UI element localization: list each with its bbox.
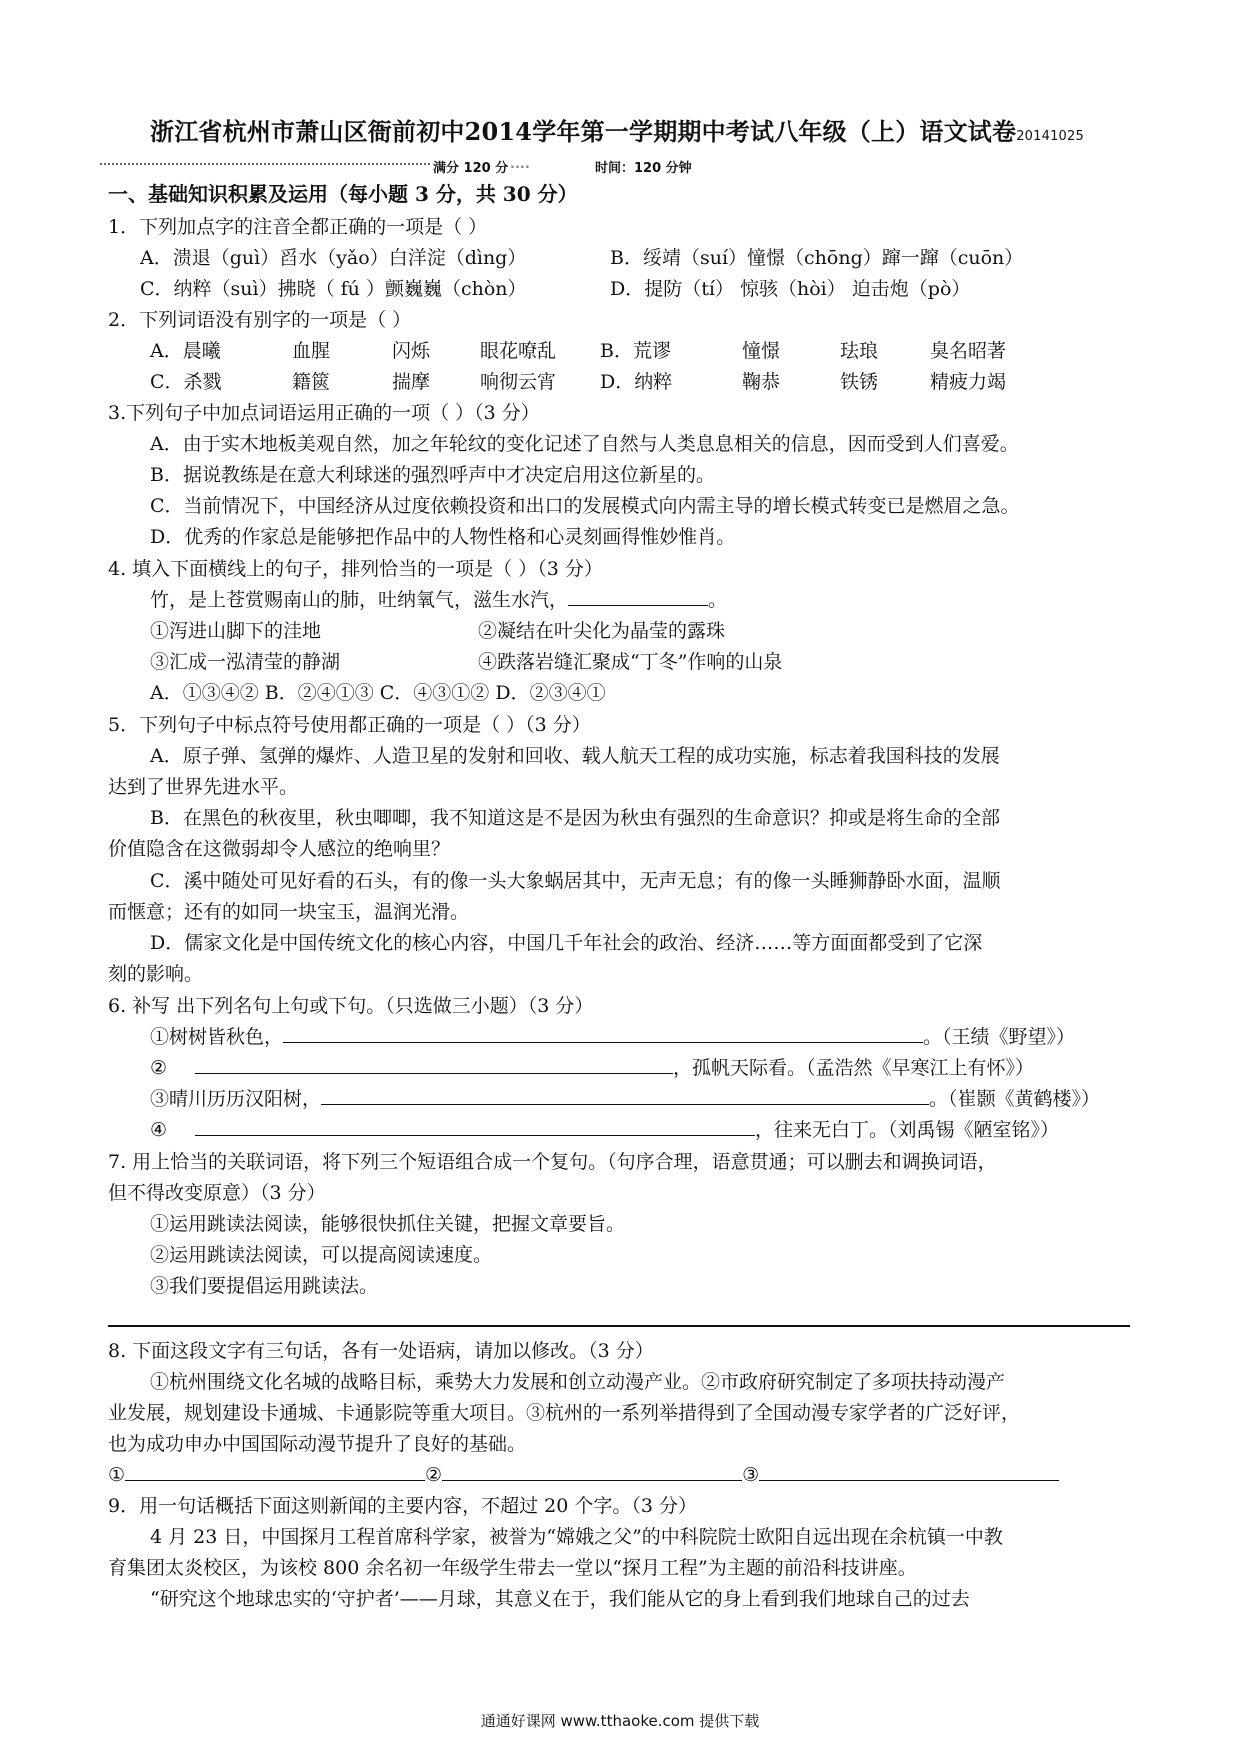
dotted-divider-left bbox=[100, 163, 430, 165]
q2-row-a-word: A．晨曦 bbox=[150, 340, 221, 362]
q4-sentence-text: 竹，是上苍赏赐南山的肺，吐纳氧气，滋生水汽， bbox=[150, 589, 569, 611]
q7-stem: 7. 用上恰当的关联词语，将下列三个短语组合成一个复句。（句序合理，语意贯通；可以删去和调换词语， bbox=[108, 1151, 997, 1173]
q6-blank-3[interactable] bbox=[321, 1086, 929, 1105]
q6-line-3-source: 。（崔颢《黄鹤楼》） bbox=[929, 1088, 1101, 1110]
q5-option-d-cont: 刻的影响。 bbox=[108, 963, 204, 985]
q6-line-1-text: ①树树皆秋色， bbox=[150, 1026, 284, 1048]
q8-answer-1-blank[interactable] bbox=[125, 1462, 425, 1481]
q5-option-c: C．溪中随处可见好看的石头，有的像一头大象蜗居其中，无声无息；有的像一头睡狮静卧水面，温顺 bbox=[150, 870, 1001, 892]
q2-row-c-word: 鞠恭 bbox=[742, 371, 781, 393]
q6-line-4-source: ，往来无白丁。（刘禹锡《陋室铭》） bbox=[755, 1119, 1060, 1141]
q2-row-a-word: 珐琅 bbox=[840, 340, 879, 362]
title-text: 浙江省杭州市萧山区衙前初中2014学年第一学期期中考试八年级（上）语文试卷 bbox=[150, 117, 1017, 146]
exam-date: 20141025 bbox=[1016, 129, 1084, 144]
q2-row-c-word: 揣摩 bbox=[392, 371, 431, 393]
full-score: 满分 120 分 bbox=[433, 161, 509, 176]
q6-line-3 bbox=[150, 1086, 1100, 1112]
q8-text-line: 业发展，规划建设卡通城、卡通影院等重大项目。③杭州的一系列举措得到了全国动漫专家学者的广泛好评， bbox=[108, 1402, 1021, 1424]
q6-line-2 bbox=[150, 1055, 1034, 1081]
q2-row-c-word: 响彻云宵 bbox=[480, 371, 557, 393]
q8-text-line: ①杭州围绕文化名城的战略目标，乘势大力发展和创立动漫产业。②市政府研究制定了多项扶持动漫产 bbox=[150, 1371, 1006, 1393]
page-footer: 通通好课网 www.tthaoke.com 提供下载 bbox=[480, 1712, 760, 1730]
q2-row-a-word: 憧憬 bbox=[742, 340, 781, 362]
q4-clause-1: ①泻进山脚下的洼地 bbox=[150, 620, 322, 642]
q6-blank-2[interactable] bbox=[195, 1055, 673, 1074]
q5-stem: 5．下列句子中标点符号使用都正确的一项是（ ）（3 分） bbox=[108, 714, 591, 736]
q6-stem: 6. 补写 出下列名句上句或下句。（只选做三小题）（3 分） bbox=[108, 995, 594, 1017]
q4-clause-3: ③汇成一泓清莹的静湖 bbox=[150, 651, 341, 673]
q8-answer-2-label: ② bbox=[425, 1464, 443, 1486]
exam-time: 时间：120 分钟 bbox=[595, 161, 692, 176]
q8-answer-1-label: ① bbox=[108, 1464, 126, 1486]
q6-blank-4[interactable] bbox=[195, 1117, 755, 1136]
q6-line-3-text: ③晴川历历汉阳树， bbox=[150, 1088, 322, 1110]
q2-row-c-word: C．杀戮 bbox=[150, 371, 222, 393]
q6-line-1 bbox=[150, 1024, 1075, 1050]
q8-stem: 8. 下面这段文字有三句话，各有一处语病，请加以修改。（3 分） bbox=[108, 1340, 654, 1362]
q9-news-line: “研究这个地球忠实的‘守护者’——月球，其意义在于，我们能从它的身上看到我们地球自己的过去 bbox=[150, 1588, 970, 1610]
q3-stem: 3.下列句子中加点词语运用正确的一项（ ）（3 分） bbox=[108, 402, 540, 424]
q2-stem: 2．下列词语没有别字的一项是（ ） bbox=[108, 309, 412, 331]
q1-option-d: D．提防（tí） 惊骇（hòi） 迫击炮（pò） bbox=[610, 278, 971, 300]
q4-answer-blank[interactable] bbox=[568, 587, 708, 606]
q8-answer-2-blank[interactable] bbox=[442, 1462, 742, 1481]
q2-row-a-word: 眼花嘹乱 bbox=[480, 340, 557, 362]
q3-option-d: D．优秀的作家总是能够把作品中的人物性格和心灵刻画得惟妙惟肖。 bbox=[150, 526, 736, 548]
q8-text-line: 也为成功申办中国国际动漫节提升了良好的基础。 bbox=[108, 1433, 527, 1455]
q9-stem: 9．用一句话概括下面这则新闻的主要内容，不超过 20 个字。（3 分） bbox=[108, 1495, 697, 1517]
q1-option-b: B．绥靖（suí）憧憬（chōng）蹿一蹿（cuōn） bbox=[610, 247, 1024, 269]
q1-option-c: C．纳粹（suì）拂晓（ fú ）颤巍巍（chòn） bbox=[140, 278, 527, 300]
q4-clause-4: ④跌落岩缝汇聚成“丁冬”作响的山泉 bbox=[478, 651, 783, 673]
q8-answer-3-blank[interactable] bbox=[759, 1462, 1059, 1481]
q2-row-a-word: B．荒谬 bbox=[600, 340, 671, 362]
q2-row-a-word: 闪烁 bbox=[392, 340, 431, 362]
q5-option-c-cont: 而惬意；还有的如同一块宝玉，温润光滑。 bbox=[108, 901, 470, 923]
q7-phrase-1: ①运用跳读法阅读，能够很快抓住关键，把握文章要旨。 bbox=[150, 1213, 626, 1235]
meta-separator: .... bbox=[510, 157, 530, 172]
q5-option-a-cont: 达到了世界先进水平。 bbox=[108, 776, 299, 798]
q2-row-c-word: 籍篋 bbox=[292, 371, 331, 393]
q6-line-2-num: ② bbox=[150, 1057, 168, 1079]
q4-choices: A．①③④② B．②④①③ C．④③①② D．②③④① bbox=[150, 682, 606, 704]
q7-phrase-3: ③我们要提倡运用跳读法。 bbox=[150, 1275, 379, 1297]
q5-option-a: A．原子弹、氢弹的爆炸、人造卫星的发射和回收、载人航天工程的成功实施，标志着我国科技的发展 bbox=[150, 745, 1000, 767]
q5-option-b: B．在黑色的秋夜里，秋虫唧唧，我不知道这是不是因为秋虫有强烈的生命意识？抑或是将生命的全部 bbox=[150, 807, 1000, 829]
q3-option-a: A．由于实木地板美观自然，加之年轮纹的变化记述了自然与人类息息相关的信息，因而受到人们喜爱。 bbox=[150, 433, 1019, 455]
q2-row-c-word: 精疲力竭 bbox=[930, 371, 1007, 393]
q9-news-line: 育集团太炎校区，为该校 800 余名初一年级学生带去一堂以“探月工程”为主题的前沿科技讲座。 bbox=[108, 1557, 917, 1579]
q7-phrase-2: ②运用跳读法阅读，可以提高阅读速度。 bbox=[150, 1244, 493, 1266]
q4-sentence bbox=[150, 587, 727, 613]
q3-option-c: C．当前情况下，中国经济从过度依赖投资和出口的发展模式向内需主导的增长模式转变已是燃眉之急。 bbox=[150, 495, 1020, 517]
q2-row-c-word: 铁锈 bbox=[840, 371, 879, 393]
q9-news-line: 4 月 23 日，中国探月工程首席科学家，被誉为“嫦娥之父”的中科院院士欧阳自远出现在余杭镇一中教 bbox=[150, 1526, 1003, 1548]
q2-row-a-word: 血腥 bbox=[292, 340, 331, 362]
exam-title bbox=[150, 112, 1084, 147]
q4-sentence-end: 。 bbox=[708, 589, 728, 611]
q2-row-c-word: D．纳粹 bbox=[600, 371, 673, 393]
q1-option-a: A．溃退（guì）舀水（yǎo）白洋淀（dìng） bbox=[140, 247, 527, 269]
q6-line-1-source: 。（王绩《野望》） bbox=[923, 1026, 1076, 1048]
q5-option-b-cont: 价值隐含在这微弱却令人感泣的绝响里？ bbox=[108, 838, 451, 860]
q6-line-4-num: ④ bbox=[150, 1119, 168, 1141]
q6-line-2-source: ，孤帆天际看。（孟浩然《早寒江上有怀》） bbox=[673, 1057, 1035, 1079]
section-heading: 一、基础知识积累及运用（每小题 3 分，共 30 分） bbox=[108, 182, 578, 206]
q4-clause-2: ②凝结在叶尖化为晶莹的露珠 bbox=[478, 620, 726, 642]
q7-answer-line[interactable] bbox=[108, 1325, 1130, 1327]
q6-line-4 bbox=[150, 1117, 1059, 1143]
q5-option-d: D．儒家文化是中国传统文化的核心内容，中国几千年社会的政治、经济……等方面面都受到了它深 bbox=[150, 932, 983, 954]
q8-answer-3-label: ③ bbox=[742, 1464, 760, 1486]
q7-stem-cont: 但不得改变原意）（3 分） bbox=[108, 1182, 326, 1204]
q3-option-b: B．据说教练是在意大利球迷的强烈呼声中才决定启用这位新星的。 bbox=[150, 464, 715, 486]
q6-blank-1[interactable] bbox=[283, 1024, 923, 1043]
q4-stem: 4. 填入下面横线上的句子，排列恰当的一项是（ ）（3 分） bbox=[108, 558, 603, 580]
q2-row-a-word: 臭名昭著 bbox=[930, 340, 1007, 362]
q1-stem: 1．下列加点字的注音全都正确的一项是（ ） bbox=[108, 216, 488, 238]
q8-answers bbox=[108, 1462, 1059, 1488]
